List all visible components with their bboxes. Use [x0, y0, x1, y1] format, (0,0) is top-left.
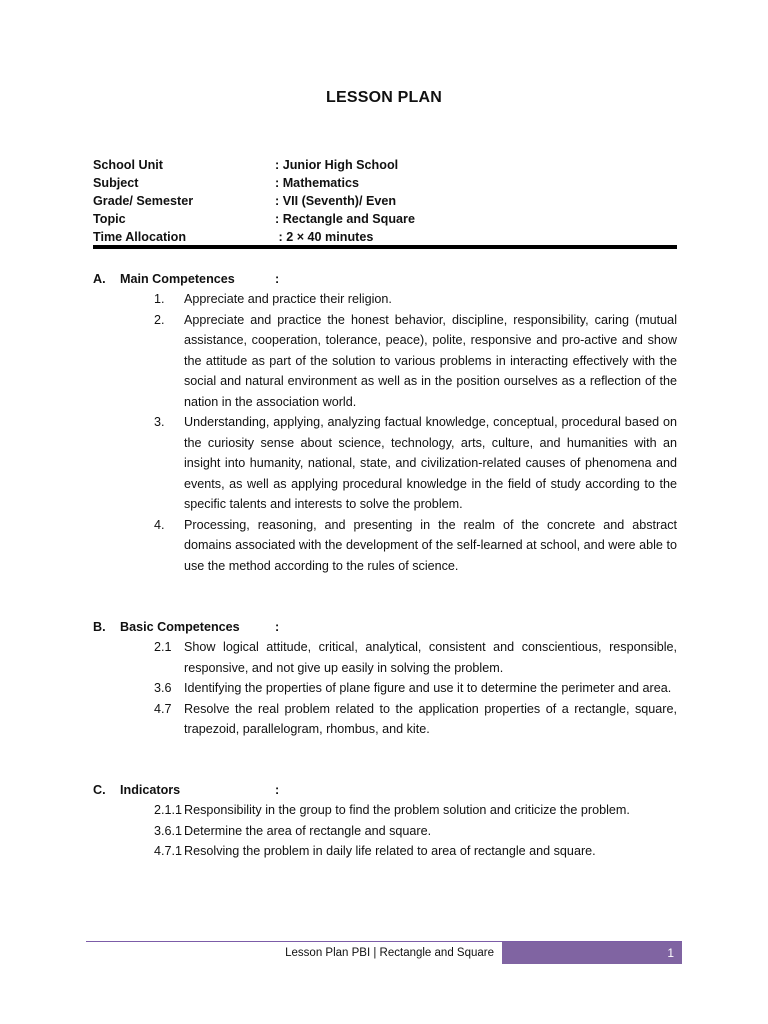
info-value: : VII (Seventh)/ Even — [275, 194, 397, 208]
section-main-competences — [93, 269, 677, 576]
list-item — [93, 699, 677, 740]
info-value: : 2 × 40 minutes — [275, 230, 374, 244]
item-number: 4.7 — [154, 701, 172, 716]
section-colon: : — [275, 783, 280, 797]
item-text: Show logical attitude, critical, analytical, consistent and conscientious, responsible, responsive, and not give up easily in solving the problem. — [184, 640, 677, 675]
lesson-info-table — [93, 156, 677, 246]
item-text: Resolving the problem in daily life related to area of rectangle and square. — [184, 844, 596, 858]
section-title: Main Competences — [120, 272, 235, 286]
item-number: 2. — [154, 312, 165, 327]
item-text: Responsibility in the group to find the problem solution and criticize the problem. — [184, 803, 630, 817]
info-label: Time Allocation — [93, 230, 187, 244]
list-item — [93, 841, 677, 862]
section-heading — [93, 780, 677, 800]
footer-title: Lesson Plan PBI | Rectangle and Square — [285, 947, 494, 959]
info-label: Grade/ Semester — [93, 194, 194, 208]
list-item — [93, 289, 677, 310]
list-item — [93, 515, 677, 577]
item-text: Processing, reasoning, and presenting in the realm of the concrete and abstract domains associated with the development of the self-learned at school, and were able to use the method according to the rules of science. — [184, 517, 677, 573]
item-number: 4.7.1 — [154, 844, 183, 858]
list-item — [93, 412, 677, 515]
list-item — [93, 678, 677, 699]
item-text: Appreciate and practice the honest behavior, discipline, responsibility, caring (mutual assistance, cooperation, tolerance, peace), polite, responsive and pro-active and show the attitude as part of the solution to various problems in interacting effectively with the social and natural environment as well as in the position ourselves as a reflection of the nation in the association world. — [184, 312, 677, 409]
info-row-school-unit — [93, 156, 677, 174]
item-text: Resolve the real problem related to the application properties of a rectangle, square, trapezoid, parallelogram, rhombus, and kite. — [184, 701, 677, 736]
section-letter: C. — [93, 783, 106, 797]
section-heading — [93, 617, 677, 637]
item-number: 2.1 — [154, 640, 172, 654]
info-value: : Mathematics — [275, 176, 359, 190]
list-item — [93, 310, 677, 413]
info-label: Topic — [93, 212, 126, 226]
page-title: LESSON PLAN — [326, 89, 442, 106]
item-number: 3. — [154, 415, 165, 429]
section-title: Indicators — [120, 783, 181, 797]
item-number: 1. — [154, 292, 165, 306]
section-colon: : — [275, 620, 280, 634]
item-text: Appreciate and practice their religion. — [184, 292, 392, 306]
info-row-topic — [93, 210, 677, 228]
section-colon: : — [275, 272, 280, 286]
section-heading — [93, 269, 677, 289]
info-label: Subject — [93, 176, 139, 190]
info-value: : Junior High School — [275, 158, 399, 172]
list-item — [93, 821, 677, 842]
item-text: Identifying the properties of plane figure and use it to determine the perimeter and area. — [184, 681, 672, 695]
item-number: 4. — [154, 517, 165, 532]
section-title: Basic Competences — [120, 620, 240, 634]
item-number: 3.6 — [154, 681, 172, 695]
header-divider — [93, 245, 677, 249]
info-row-subject — [93, 174, 677, 192]
list-item — [93, 800, 677, 821]
item-number: 3.6.1 — [154, 823, 183, 838]
page-number: 1 — [502, 942, 682, 964]
section-basic-competences — [93, 617, 677, 740]
list-item — [93, 637, 677, 678]
item-number: 2.1.1 — [154, 803, 183, 817]
info-label: School Unit — [93, 158, 163, 172]
info-row-time-allocation — [93, 228, 677, 246]
info-row-grade-semester — [93, 192, 677, 210]
section-letter: A. — [93, 272, 106, 286]
section-indicators — [93, 780, 677, 862]
item-text: Understanding, applying, analyzing factual knowledge, conceptual, procedural based on the curiosity sense about science, technology, arts, culture, and humanities with an insight into humanity, national, state, and civilization-related causes of phenomena and events, as well as applying procedural knowledge in the field of study according to the specific talents and interests to solve the problem. — [184, 415, 677, 511]
info-value: : Rectangle and Square — [275, 212, 415, 226]
item-text: Determine the area of rectangle and square. — [184, 823, 432, 838]
section-letter: B. — [93, 620, 106, 634]
